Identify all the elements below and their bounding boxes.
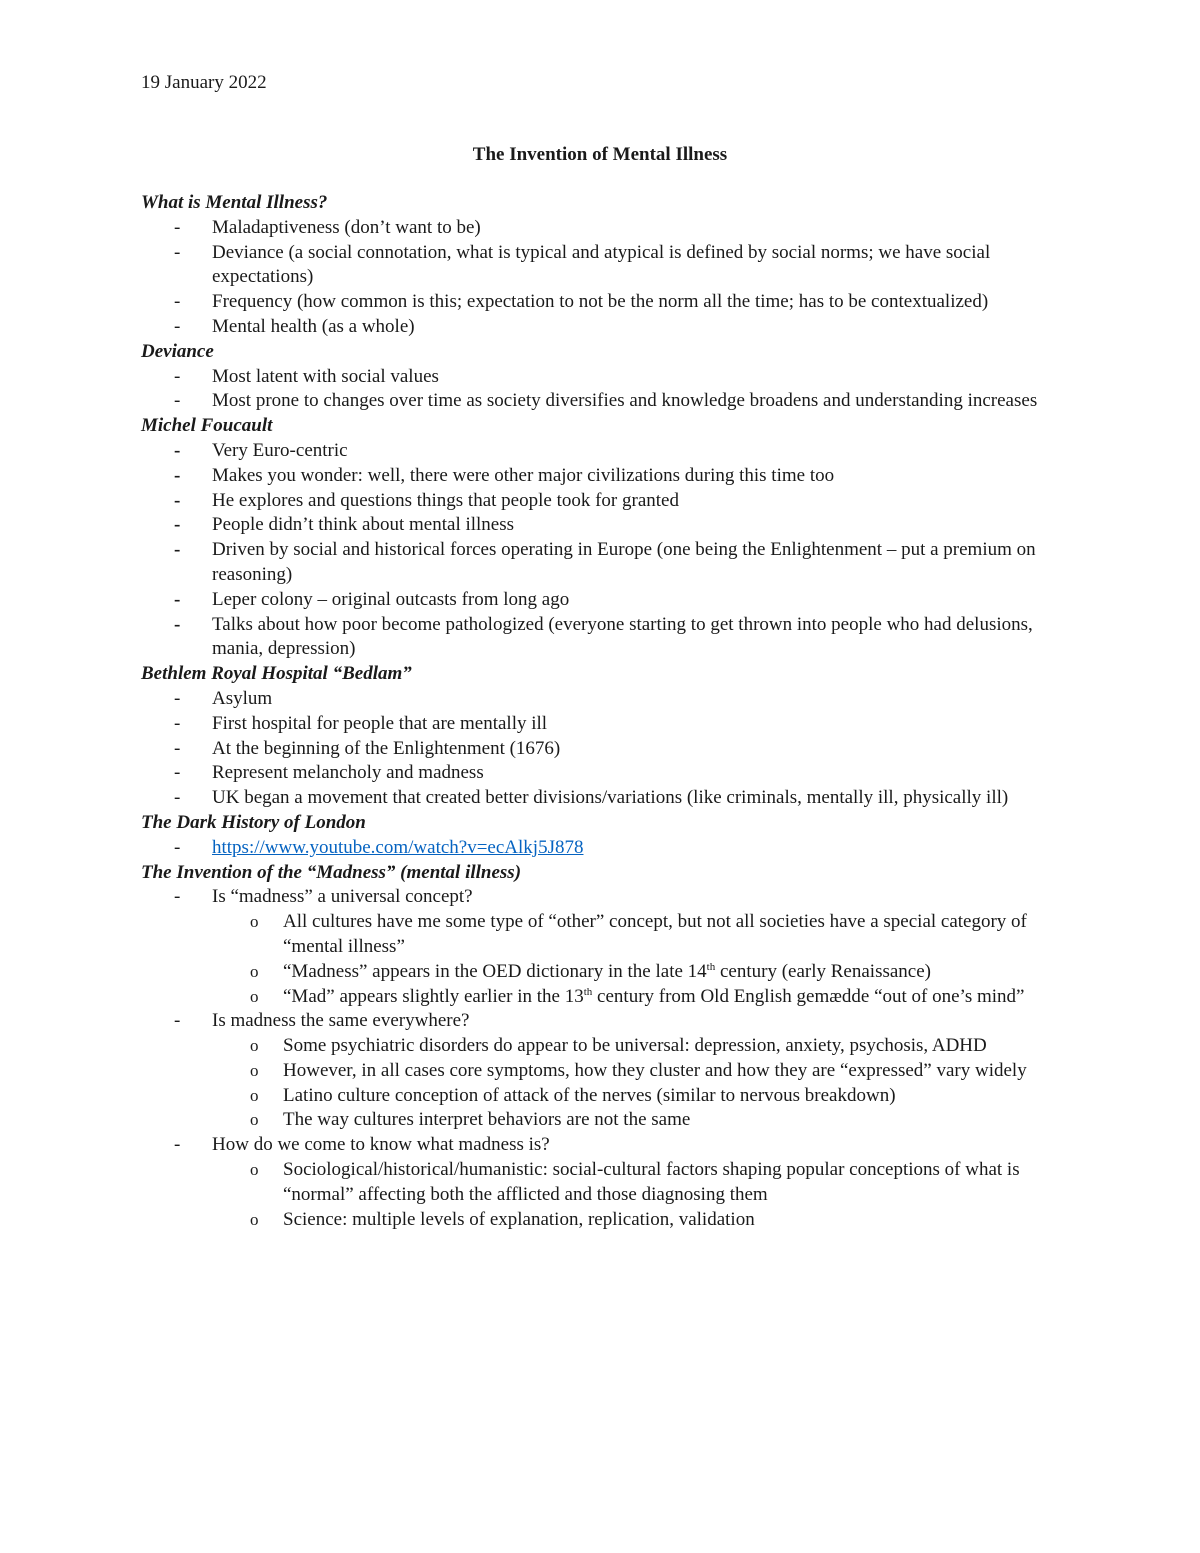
- dash-bullet: -: [174, 241, 181, 263]
- document-body: [141, 191, 1061, 1232]
- section-heading: The Dark History of London: [141, 811, 366, 833]
- list-item: - Deviance (a social connotation, what is typical and atypical is defined by social norms; we have social expectations): [174, 241, 991, 288]
- circle-bullet: o: [250, 1160, 259, 1180]
- circle-bullet: o: [250, 961, 259, 981]
- list-item: [141, 836, 1061, 861]
- sub-list-item: o Some psychiatric disorders do appear to be universal: depression, anxiety, psychosis, ADHD: [212, 1034, 1061, 1059]
- bullet-list: [141, 836, 1061, 861]
- bullet-list: [141, 216, 1061, 340]
- list-item: - Most latent with social values: [141, 365, 1061, 390]
- dash-bullet: -: [174, 439, 181, 461]
- section-heading: The Invention of the “Madness” (mental illness): [141, 861, 522, 883]
- bullet-list: [141, 885, 1061, 1232]
- list-item: - Very Euro-centric: [141, 439, 1061, 464]
- youtube-link[interactable]: https://www.youtube.com/watch?v=ecAlkj5J878: [212, 836, 584, 858]
- superscript: th: [706, 960, 716, 973]
- sub-bullet-list: [212, 910, 1061, 1009]
- list-item: - He explores and questions things that people took for granted: [141, 489, 1061, 514]
- section-heading: Deviance: [141, 340, 214, 362]
- circle-bullet: o: [250, 1110, 259, 1130]
- dash-bullet: -: [174, 365, 181, 387]
- list-item: - People didn’t think about mental illness: [141, 513, 1061, 538]
- dash-bullet: -: [174, 687, 181, 709]
- dash-bullet: -: [174, 886, 181, 908]
- list-item: - Frequency (how common is this; expectation to not be the norm all the time; has to be contextualized): [141, 290, 1061, 315]
- sub-list-item: o Sociological/historical/humanistic: social-cultural factors shaping popular conceptions of what is “normal” affecting both the afflicted and those diagnosing them: [250, 1159, 1020, 1205]
- dash-bullet: -: [174, 613, 181, 635]
- sub-list-item: o “Mad” appears slightly earlier in the 13th century from Old English gemædde “out of one’s mind”: [212, 985, 1061, 1010]
- dash-bullet: -: [174, 489, 181, 511]
- list-item: - Asylum: [141, 687, 1061, 712]
- circle-bullet: o: [250, 1060, 259, 1080]
- dash-bullet: -: [174, 539, 181, 561]
- circle-bullet: o: [250, 912, 259, 932]
- bullet-list: [141, 687, 1061, 811]
- circle-bullet: o: [250, 1209, 259, 1229]
- list-item: - At the beginning of the Enlightenment (1676): [141, 737, 1061, 762]
- sub-list-item: o All cultures have me some type of “other” concept, but not all societies have a special category of “mental illness”: [250, 911, 1027, 957]
- list-item: - Maladaptiveness (don’t want to be): [141, 216, 1061, 241]
- list-item: - Makes you wonder: well, there were other major civilizations during this time too: [141, 464, 1061, 489]
- circle-bullet: o: [250, 1036, 259, 1056]
- list-item: - Is “madness” a universal concept? o All cultures have me some type of “other” concept, but not all societies have a special category of “mental illness” o “Madness” appears in the OED dictionary in the late 14th century (early Renaissance) o “Mad” appears slightly earlier in the 13th century from Old English gemædde “out of one’s mind”: [141, 885, 1061, 1009]
- list-item: - Leper colony – original outcasts from long ago: [141, 588, 1061, 613]
- circle-bullet: o: [250, 1085, 259, 1105]
- sub-bullet-list: [212, 1034, 1061, 1133]
- dash-bullet: -: [174, 836, 181, 858]
- sub-list-item: o Latino culture conception of attack of the nerves (similar to nervous breakdown): [212, 1084, 1061, 1109]
- dash-bullet: -: [174, 762, 181, 784]
- dash-bullet: -: [174, 787, 181, 809]
- dash-bullet: -: [174, 216, 181, 238]
- dash-bullet: -: [174, 464, 181, 486]
- sub-list-item: o “Madness” appears in the OED dictionary in the late 14th century (early Renaissance): [212, 960, 1061, 985]
- dash-bullet: -: [174, 737, 181, 759]
- list-item: - First hospital for people that are mentally ill: [141, 712, 1061, 737]
- list-item: - Talks about how poor become pathologized (everyone starting to get thrown into people who had delusions, mania, depression): [174, 613, 1033, 660]
- section-heading: Michel Foucault: [141, 415, 273, 437]
- sub-bullet-list: [212, 1158, 1061, 1232]
- circle-bullet: o: [250, 986, 259, 1006]
- sub-list-item: o The way cultures interpret behaviors are not the same: [212, 1108, 1061, 1133]
- list-item: - Driven by social and historical forces operating in Europe (one being the Enlightenment – put a premium on reasoning): [174, 539, 1036, 585]
- section-heading: Bethlem Royal Hospital “Bedlam”: [141, 663, 412, 685]
- dash-bullet: -: [174, 588, 181, 610]
- list-item: - Most prone to changes over time as society diversifies and knowledge broadens and understanding increases: [141, 389, 1061, 414]
- list-item: - Mental health (as a whole): [141, 315, 1061, 340]
- dash-bullet: -: [174, 390, 181, 412]
- dash-bullet: -: [174, 514, 181, 536]
- superscript: th: [583, 985, 593, 998]
- document-title: The Invention of Mental Illness: [472, 144, 728, 165]
- sub-list-item: o Science: multiple levels of explanation, replication, validation: [212, 1208, 1061, 1233]
- document-date: 19 January 2022: [141, 72, 267, 93]
- bullet-list: [141, 365, 1061, 415]
- list-item: - How do we come to know what madness is? o Sociological/historical/humanistic: social-cultural factors shaping popular conceptions of what is “normal” affecting both the afflicted and those diagnosing them o Science: multiple levels of explanation, replication, validation: [141, 1133, 1061, 1232]
- dash-bullet: -: [174, 1134, 181, 1156]
- bullet-list: [141, 439, 1061, 662]
- dash-bullet: -: [174, 712, 181, 734]
- list-item: - Represent melancholy and madness: [141, 761, 1061, 786]
- dash-bullet: -: [174, 1010, 181, 1032]
- section-heading: What is Mental Illness?: [141, 192, 328, 213]
- list-item: - Is madness the same everywhere? o Some psychiatric disorders do appear to be universal: depression, anxiety, psychosis, ADHD o However, in all cases core symptoms, how they cluster and how they are “expressed” vary widely o Latino culture conception of attack of the nerves (similar to nervous breakdown) o The way cultures interpret behaviors are not the same: [141, 1009, 1061, 1133]
- dash-bullet: -: [174, 291, 181, 313]
- list-item: - UK began a movement that created better divisions/variations (like criminals, mentally ill, physically ill): [141, 786, 1061, 811]
- dash-bullet: -: [174, 315, 181, 337]
- sub-list-item: o However, in all cases core symptoms, how they cluster and how they are “expressed” vary widely: [212, 1059, 1061, 1084]
